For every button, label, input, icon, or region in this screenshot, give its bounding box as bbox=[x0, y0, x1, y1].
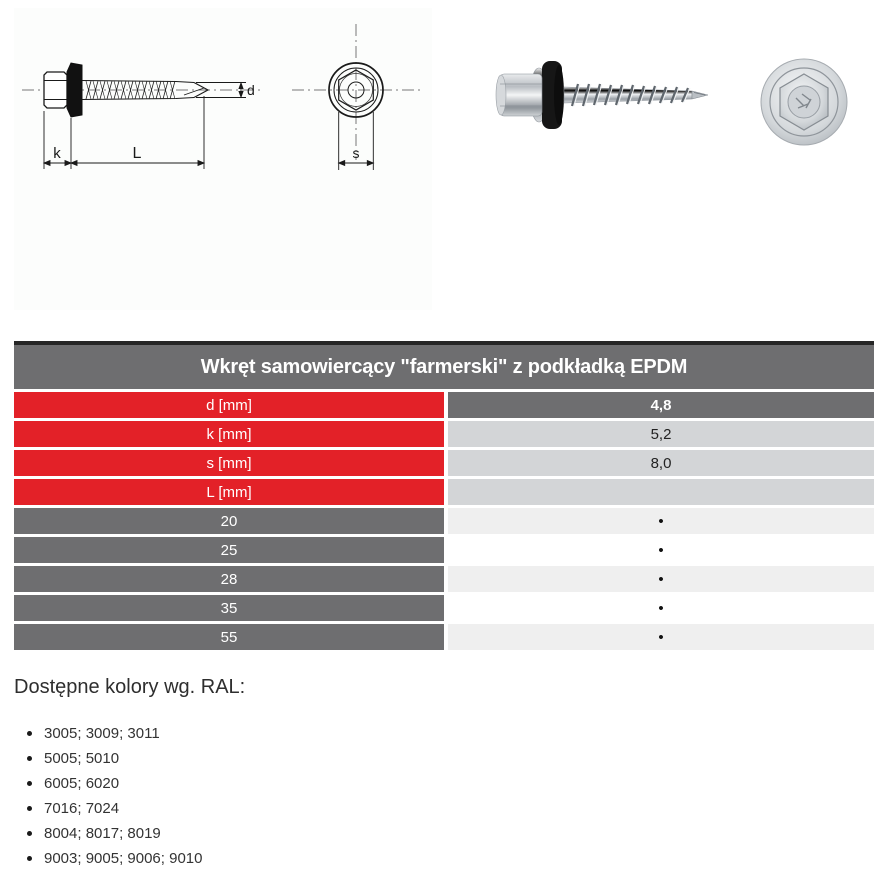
row-value: 8,0 bbox=[448, 450, 874, 476]
bullet-icon bbox=[27, 856, 32, 861]
ral-list-item bbox=[27, 796, 874, 821]
table-row bbox=[14, 392, 874, 418]
bullet-icon bbox=[27, 731, 32, 736]
table-row bbox=[14, 421, 874, 447]
row-label: 25 bbox=[14, 537, 444, 563]
table-title: Wkręt samowiercący "farmerski" z podkładką EPDM bbox=[14, 341, 874, 389]
epdm-washer-profile bbox=[67, 63, 82, 117]
row-label: d [mm] bbox=[14, 392, 444, 418]
bullet-icon bbox=[27, 781, 32, 786]
product-photos bbox=[440, 0, 889, 210]
spec-table bbox=[14, 341, 874, 653]
table-row bbox=[14, 595, 874, 621]
row-value: • bbox=[448, 566, 874, 592]
table-row bbox=[14, 537, 874, 563]
ral-colors-section bbox=[14, 676, 874, 871]
ral-heading: Dostępne kolory wg. RAL: bbox=[14, 676, 246, 698]
ral-list-item bbox=[27, 721, 874, 746]
ral-item-text: 9003; 9005; 9006; 9010 bbox=[44, 850, 203, 867]
row-label: s [mm] bbox=[14, 450, 444, 476]
screw-head-profile bbox=[44, 72, 67, 108]
ral-list-item bbox=[27, 846, 874, 871]
row-label: k [mm] bbox=[14, 421, 444, 447]
ral-item-text: 6005; 6020 bbox=[44, 775, 120, 792]
technical-drawing bbox=[14, 8, 432, 310]
table-row bbox=[14, 508, 874, 534]
table-row bbox=[14, 450, 874, 476]
table-row bbox=[14, 566, 874, 592]
product-photo-svg bbox=[440, 0, 889, 210]
row-label: 20 bbox=[14, 508, 444, 534]
row-value bbox=[448, 479, 874, 505]
ral-list-item bbox=[27, 821, 874, 846]
dim-label-L: L bbox=[132, 145, 142, 162]
dim-label-s: s bbox=[352, 145, 360, 161]
row-label: 28 bbox=[14, 566, 444, 592]
row-value: • bbox=[448, 508, 874, 534]
row-value: • bbox=[448, 595, 874, 621]
row-value: • bbox=[448, 537, 874, 563]
ral-item-text: 5005; 5010 bbox=[44, 750, 120, 767]
product-photo-top bbox=[761, 59, 847, 145]
product-photo-side bbox=[496, 61, 708, 129]
table-row bbox=[14, 624, 874, 650]
ral-list-item bbox=[27, 771, 874, 796]
bullet-icon bbox=[27, 806, 32, 811]
row-value: • bbox=[448, 624, 874, 650]
table-row bbox=[14, 479, 874, 505]
ral-item-text: 7016; 7024 bbox=[44, 800, 120, 817]
row-value: 5,2 bbox=[448, 421, 874, 447]
row-value: 4,8 bbox=[448, 392, 874, 418]
ral-item-text: 8004; 8017; 8019 bbox=[44, 825, 161, 842]
ral-list bbox=[14, 721, 874, 871]
ral-list-item bbox=[27, 746, 874, 771]
bullet-icon bbox=[27, 831, 32, 836]
dim-label-k: k bbox=[53, 145, 61, 162]
dim-label-d: d bbox=[247, 82, 255, 98]
technical-drawing-panel bbox=[14, 8, 432, 310]
row-label: L [mm] bbox=[14, 479, 444, 505]
row-label: 35 bbox=[14, 595, 444, 621]
table-body bbox=[14, 392, 874, 650]
bullet-icon bbox=[27, 756, 32, 761]
centerline-top bbox=[292, 24, 424, 160]
ral-item-text: 3005; 3009; 3011 bbox=[44, 725, 160, 742]
row-label: 55 bbox=[14, 624, 444, 650]
